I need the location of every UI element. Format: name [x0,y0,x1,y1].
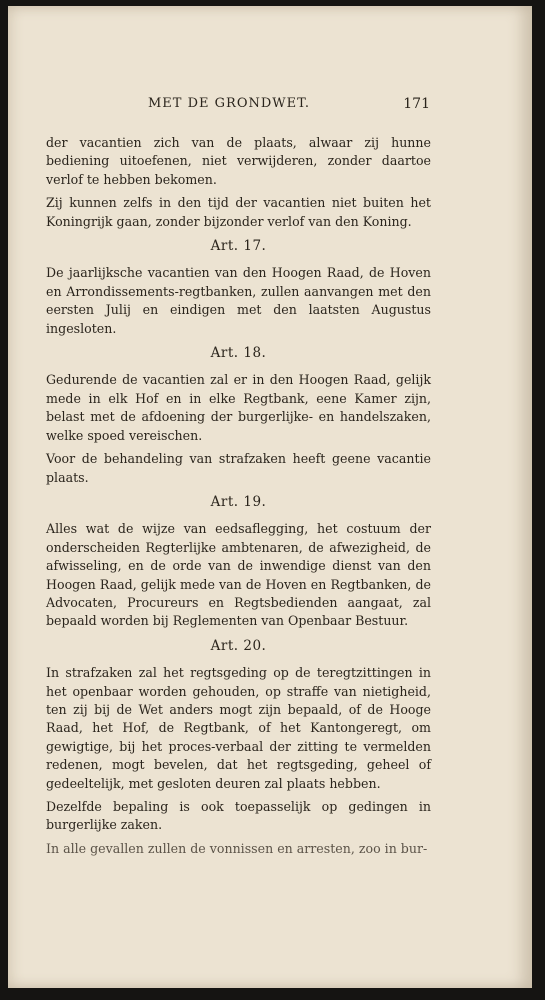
paragraph: De jaarlijksche vacantien van den Hoogen Raad, de Hoven en Arrondissements-regtbanken, zullen aanvangen met den eersten Julij en eindigen met den laatsten Augustus ingesloten. [46,265,431,336]
page-body [46,134,431,863]
article-heading: Art. 18. [210,345,267,362]
paragraph: Voor de behandeling van strafzaken heeft geene vacantie plaats. [46,451,431,485]
article-heading: Art. 20. [210,637,267,654]
book-page [8,6,532,988]
page-number: 171 [403,96,430,112]
paragraph: der vacantien zich van de plaats, alwaar zij hunne bediening uitoefenen, niet verwijderen, zonder daartoe verlof te hebben bekomen. [46,135,431,187]
running-head: MET DE GRONDWET. [148,96,311,111]
article-heading: Art. 17. [210,238,267,255]
paragraph: Zij kunnen zelfs in den tijd der vacantien niet buiten het Koningrijk gaan, zonder bijzonder verlof van den Koning. [46,195,431,229]
page-header [148,96,430,118]
paragraph: Alles wat de wijze van eedsaflegging, het costuum der onderscheiden Regterlijke ambtenaren, de afwezigheid, de afwisseling, en de orde van de inwendige dienst van den Hoogen Raad, gelijk mede van de Hoven en Regtbanken, de Advocaten, Procureurs en Regtsbedienden aangaat, zal bepaald worden bij Reglementen van Openbaar Bestuur. [46,521,431,629]
paragraph: Gedurende de vacantien zal er in den Hoogen Raad, gelijk mede in elk Hof en in elke Regtbank, eene Kamer zijn, belast met de afdoening der burgerlijke- en handelszaken, welke spoed vereischen. [46,372,431,443]
paragraph: In alle gevallen zullen de vonnissen en arresten, zoo in bur- [46,840,428,856]
paragraph: Dezelfde bepaling is ook toepasselijk op gedingen in burgerlijke zaken. [46,799,431,833]
paragraph: In strafzaken zal het regtsgeding op de teregtzittingen in het openbaar worden gehouden, op straffe van nietigheid, ten zij bij de Wet anders mogt zijn bepaald, of de Hooge Raad, het Hof, de Regtbank, of het Kantongeregt, om gewigtige, bij het proces-verbaal der zitting te vermelden redenen, mogt bevelen, dat het regtsgeding, geheel of gedeeltelijk, met gesloten deuren zal plaats hebben. [46,665,431,791]
article-heading: Art. 19. [210,493,267,510]
